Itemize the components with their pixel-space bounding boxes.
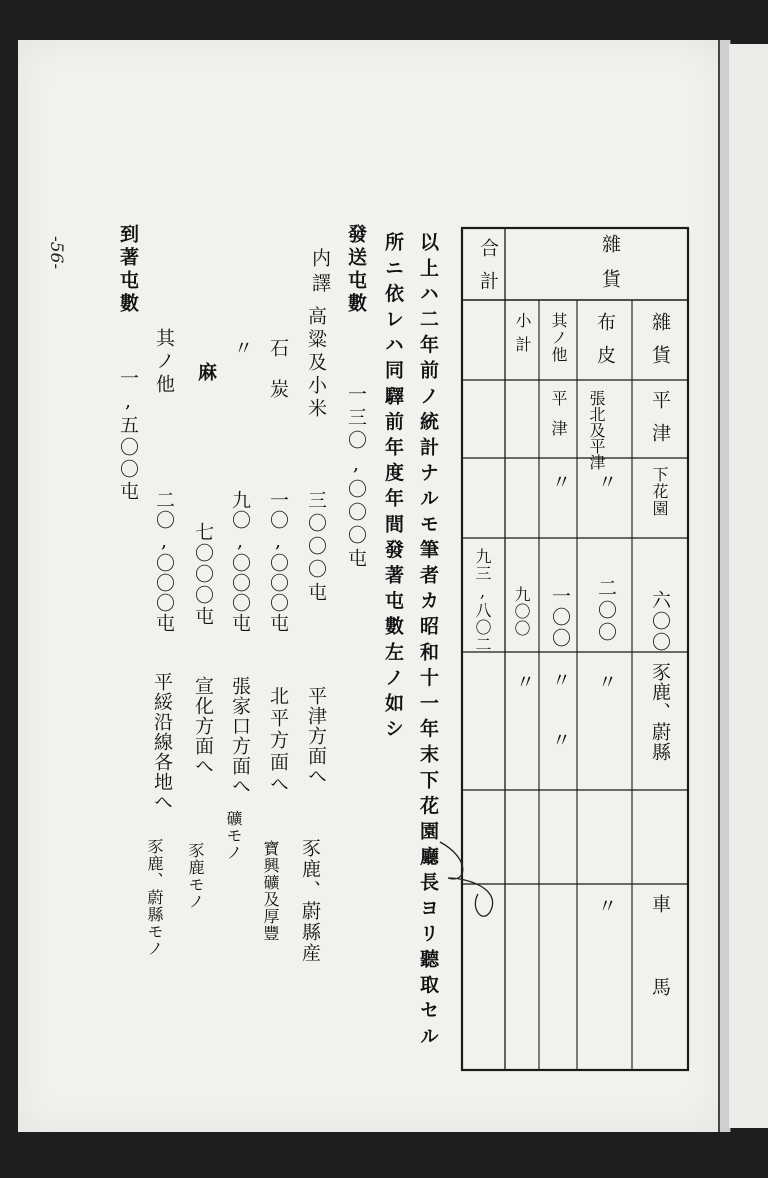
table-cell-name: 小計 xyxy=(513,312,532,360)
page-number: -56- xyxy=(46,236,66,270)
breakdown-item: 其ノ他 xyxy=(153,328,175,397)
breakdown-note: 豕鹿、蔚縣モノ xyxy=(145,838,164,957)
breakdown-item: 高粱及小米 xyxy=(305,306,327,421)
table-cell-to: 〃 xyxy=(549,472,571,494)
breakdown-label: 内譯 xyxy=(309,248,331,298)
table-cell-origin: 〃 xyxy=(513,672,535,694)
breakdown-amount: 三〇〇〇屯 xyxy=(305,490,327,605)
breakdown-destination: 平津方面へ xyxy=(305,686,327,786)
dispatch-label: 發送屯數 xyxy=(345,224,367,316)
table-cell-amount: 九〇〇 xyxy=(512,586,531,637)
breakdown-destination: 平綏沿線各地へ xyxy=(151,672,173,812)
breakdown-item: 石炭 xyxy=(267,338,289,420)
breakdown-amount: 一〇,〇〇〇屯 xyxy=(267,490,289,633)
table-cell-name: 雜貨 xyxy=(649,312,671,378)
table-cell-from: 張北及平津 xyxy=(587,390,606,470)
table-grand-total: 九三,八〇二 xyxy=(473,548,492,653)
breakdown-destination: 北平方面へ xyxy=(267,686,289,796)
breakdown-destination: 宣化方面へ xyxy=(192,676,214,776)
table-cell-name: 布皮 xyxy=(594,312,616,378)
table-cell-from: 平津 xyxy=(549,390,568,450)
breakdown-amount: 二〇,〇〇〇屯 xyxy=(153,490,175,633)
table-cell-amount: 六〇〇 xyxy=(649,590,671,653)
breakdown-note: 豕鹿、蔚縣産 xyxy=(299,838,321,964)
table-cell-amount: 二〇〇 xyxy=(595,578,617,644)
body-line-2: 所ニ依レハ同驛前年度年間發著屯數左ノ如シ xyxy=(382,232,404,744)
table-cell-origin: 〃 xyxy=(549,730,571,752)
breakdown-item: 〃 xyxy=(231,338,253,360)
breakdown-note: 豕鹿モノ xyxy=(186,842,205,910)
body-line-1: 以上ハ二年前ノ統計ナルモ筆者カ昭和十一年末下花園廳長ヨリ聽取セル xyxy=(417,232,439,1052)
table-cell-origin: 豕鹿、蔚縣 xyxy=(649,662,671,762)
breakdown-amount: 七〇〇〇屯 xyxy=(192,522,214,627)
handwritten-mark xyxy=(440,842,493,916)
table-cell-from: 平津 xyxy=(649,390,671,456)
breakdown-note: 寶興礦及厚豐 xyxy=(261,840,280,942)
table-cell-amount: 一〇〇 xyxy=(549,586,571,649)
table-cell-name: 其ノ他 xyxy=(549,312,568,363)
table-cell-to: 〃 xyxy=(595,472,617,494)
table-cell-origin: 〃 xyxy=(595,672,617,694)
breakdown-amount: 九〇,〇〇〇屯 xyxy=(229,490,251,633)
table-total-header: 合計 xyxy=(477,238,499,304)
breakdown-item: 麻 xyxy=(195,362,217,384)
table-cell-transport: 車馬 xyxy=(649,894,671,1060)
breakdown-note: 礦モノ xyxy=(224,810,243,861)
table-group-header: 雜貨 xyxy=(599,234,621,304)
arrival-total: 一,五〇〇屯 xyxy=(117,368,139,503)
table-cell-to: 下花園 xyxy=(650,466,669,517)
table-cell-origin: 〃 xyxy=(549,670,571,692)
dispatch-total: 一三〇,〇〇〇屯 xyxy=(345,384,367,571)
arrival-label: 到著屯數 xyxy=(117,224,139,316)
table-cell-transport: 〃 xyxy=(595,896,617,918)
breakdown-destination: 張家口方面へ xyxy=(229,676,251,796)
